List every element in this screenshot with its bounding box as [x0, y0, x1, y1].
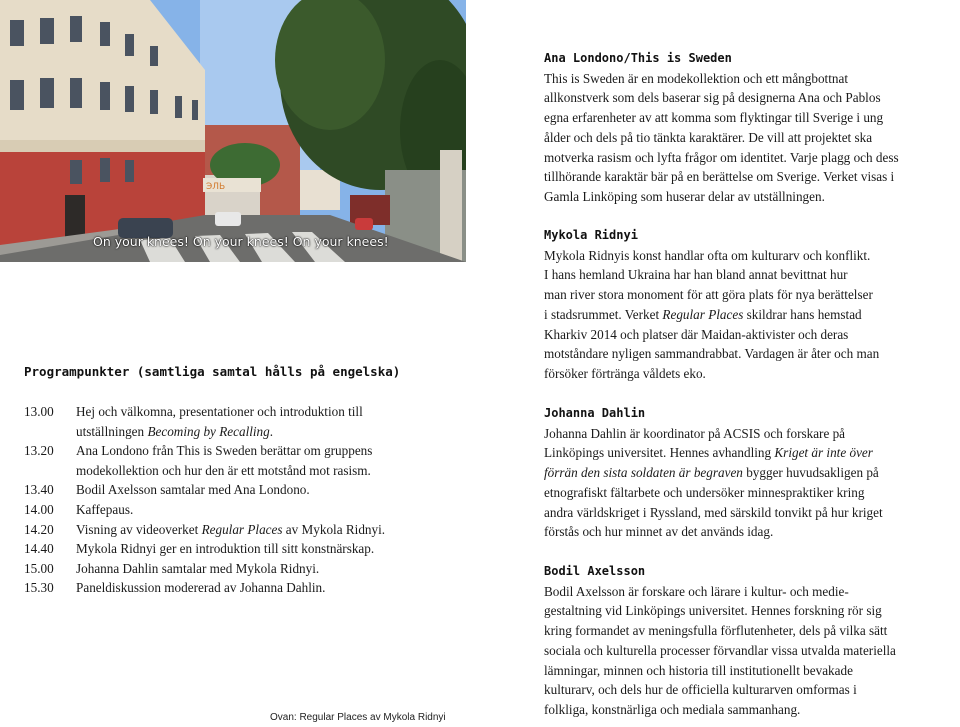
schedule-time: 13.40	[24, 482, 54, 498]
schedule-description: Mykola Ridnyi ger en introduktion till sitt konstnärskap.	[76, 541, 375, 557]
section-title: Johanna Dahlin	[544, 406, 646, 420]
body-line: folkliga, konstnärliga och mediala sammanhang.	[544, 701, 801, 717]
schedule-item	[24, 402, 454, 441]
video-still-image	[0, 0, 466, 262]
section-ana-londono	[544, 49, 956, 207]
schedule-description: Kaffepaus.	[76, 501, 134, 517]
body-line: ålder och dels på tio tänkta karaktärer. De vill att projektet ska	[544, 129, 873, 145]
video-work-title: Regular Places	[201, 521, 283, 537]
body-line	[544, 443, 956, 463]
schedule-item	[24, 441, 454, 480]
schedule-description	[76, 441, 454, 480]
body-text: i stadsrummet. Verket	[544, 306, 663, 322]
schedule-text: Visning av videoverket	[76, 521, 202, 537]
body-line: etnografiskt fältarbete och undersöker minnespraktiker kring	[544, 484, 865, 500]
schedule-item	[24, 559, 454, 579]
body-line: Mykola Ridnyis konst handlar ofta om kulturarv och konflikt.	[544, 247, 871, 263]
schedule-time: 14.40	[24, 541, 54, 557]
body-line: allkonstverk som dels baserar sig på designerna Ana och Pablos	[544, 90, 881, 106]
schedule-item	[24, 520, 454, 540]
section-bodil-axelsson	[544, 562, 956, 720]
schedule-time: 13.00	[24, 404, 54, 419]
program-heading: Programpunkter (samtliga samtal hålls på engelska)	[24, 364, 401, 379]
body-line: motståndare nyligen sammandrabbat. Vardagen är åter och man	[544, 346, 880, 362]
schedule-item	[24, 480, 454, 500]
section-body	[544, 582, 956, 720]
body-line: This is Sweden är en modekollektion och ett mångbottnat	[544, 70, 848, 86]
body-line: I hans hemland Ukraina har han bland annat bevittnat hur	[544, 267, 848, 283]
schedule-text: av Mykola Ridnyi.	[282, 521, 386, 537]
section-body	[544, 246, 956, 384]
body-line: Gamla Linköping som huserar delar av utställningen.	[544, 188, 825, 204]
body-line: egna erfarenheter av att komma som flyktingar till Sverige i ung	[544, 110, 884, 126]
program-schedule	[24, 402, 454, 598]
body-line: lämningar, minnen och historia till institutionellt bevakade	[544, 662, 853, 678]
body-line: Bodil Axelsson är forskare och lärare i kultur- och medie-	[544, 583, 849, 599]
body-line	[544, 463, 956, 483]
schedule-time: 15.00	[24, 560, 54, 576]
street-scene-illustration	[0, 0, 466, 262]
body-line: kulturarv, och dels hur de officiella kulturarven omformas i	[544, 682, 857, 698]
schedule-time: 14.00	[24, 501, 54, 517]
schedule-item	[24, 578, 454, 598]
body-line: försöker förtränga våldets eko.	[544, 365, 706, 381]
section-johanna-dahlin	[544, 404, 956, 542]
schedule-item	[24, 500, 454, 520]
work-title: Regular Places	[662, 306, 744, 322]
schedule-item	[24, 539, 454, 559]
section-title: Mykola Ridnyi	[544, 228, 638, 242]
schedule-text: .	[269, 423, 274, 439]
body-line: andra världskriget i Ryssland, med särskild tonvikt på hur kriget	[544, 504, 883, 520]
schedule-time: 14.20	[24, 521, 54, 537]
schedule-time: 13.20	[24, 443, 54, 459]
video-subtitle: On your knees! On your knees! On your knees!	[93, 234, 389, 249]
body-line: Kharkiv 2014 och platser där Maidan-aktivister och deras	[544, 326, 849, 342]
body-line: förstås och hur minnet av det används idag.	[544, 524, 774, 540]
body-line: tillhörande karaktär bär på en berättelse om Sverige. Verket visas i	[544, 169, 895, 185]
schedule-description: Bodil Axelsson samtalar med Ana Londono.	[76, 482, 310, 498]
body-line: man river stora monoment för att göra plats för nya berättelser	[544, 287, 873, 303]
body-line: sociala och kulturella processer förvandlar vissa utvalda materiella	[544, 642, 896, 658]
photo-caption: Ovan: Regular Places av Mykola Ridnyi	[270, 712, 446, 723]
section-body	[544, 424, 956, 542]
schedule-description	[76, 520, 454, 540]
body-line: motverka rasism och lyfta frågor om identitet. Varje plagg och dess	[544, 149, 899, 165]
schedule-text: Hej och välkomna, presentationer och introduktion till	[76, 404, 363, 419]
body-text: Linköpings universitet. Hennes avhandling	[544, 445, 775, 461]
shop-sign-text: ЭЛЬ	[206, 182, 226, 192]
schedule-description	[76, 402, 454, 441]
section-mykola-ridnyi	[544, 226, 956, 384]
schedule-text: utställningen	[76, 423, 148, 439]
exhibition-title: Becoming by Recalling	[147, 423, 270, 439]
schedule-time: 15.30	[24, 580, 54, 596]
body-line: gestaltning vid Linköpings universitet. Hennes forskning rör sig	[544, 603, 882, 619]
thesis-title: förrän den sista soldaten är begraven	[544, 465, 743, 481]
body-line	[544, 305, 956, 325]
schedule-description: Paneldiskussion modererad av Johanna Dahlin.	[76, 580, 326, 596]
schedule-text: Ana Londono från This is Sweden berättar om gruppens	[76, 443, 373, 459]
schedule-text: modekollektion och hur den är ett motstånd mot rasism.	[76, 462, 371, 478]
section-title: Bodil Axelsson	[544, 564, 646, 578]
body-line: kring formandet av meningsfulla förflutenheter, dels på vilka sätt	[544, 623, 888, 639]
body-line: Johanna Dahlin är koordinator på ACSIS och forskare på	[544, 425, 846, 441]
schedule-description: Johanna Dahlin samtalar med Mykola Ridnyi.	[76, 560, 320, 576]
body-text: skildrar hans hemstad	[743, 306, 862, 322]
section-body	[544, 69, 956, 207]
thesis-title: Kriget är inte över	[774, 445, 873, 461]
section-title: Ana Londono/This is Sweden	[544, 51, 732, 65]
body-text: bygger huvudsakligen på	[742, 465, 879, 481]
